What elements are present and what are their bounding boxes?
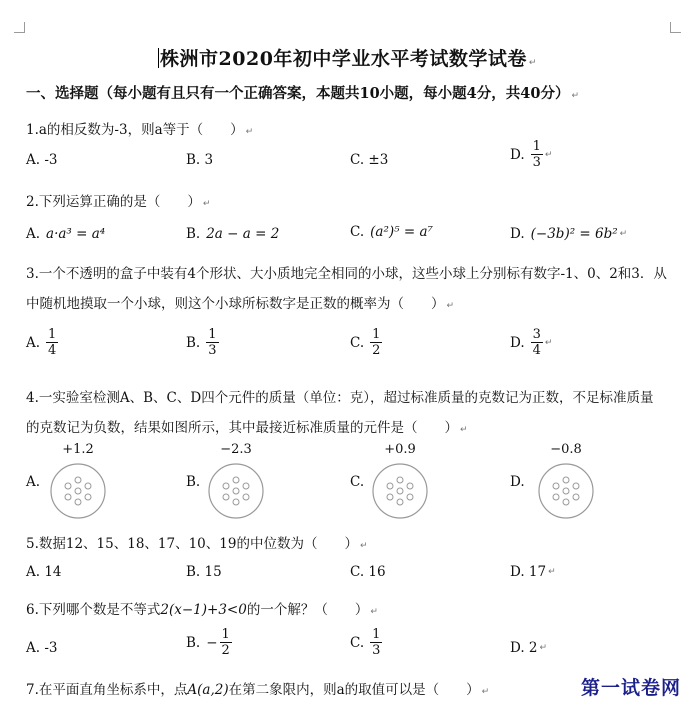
question-7: 7.在平面直角坐标系中，点A(a,2)在第二象限内，则a的取值可以是（ ） ↵ bbox=[26, 682, 490, 698]
q5-option-b: B. 15 bbox=[186, 564, 222, 580]
q1-option-c: C. ±3 bbox=[350, 152, 389, 168]
component-c-icon bbox=[370, 460, 430, 522]
q3-option-b: B. $\frac{1}{3}$ bbox=[186, 327, 217, 358]
paragraph-mark-icon: ↵ bbox=[571, 91, 579, 101]
fraction: $\frac{1}{2}$ bbox=[372, 327, 381, 358]
page-title[interactable]: 株洲市2020年初中学业水平考试数学试卷 ↵ bbox=[160, 48, 537, 70]
question-3-line-1: 3.一个不透明的盒子中装有4个形状、大小质地完全相同的小球，这些小球上分别标有数字-1、0、2和3．从 bbox=[26, 266, 667, 282]
paragraph-mark-icon: ↵ bbox=[202, 199, 211, 209]
component-a-icon bbox=[48, 460, 108, 522]
q4-option-a-label: A. bbox=[26, 474, 41, 490]
paragraph-mark-icon: ↵ bbox=[446, 301, 455, 311]
paragraph-mark-icon: ↵ bbox=[370, 607, 378, 617]
question-2: 2.下列运算正确的是（ ） ↵ bbox=[26, 194, 211, 210]
q6-option-a: A. -3 bbox=[26, 640, 58, 656]
q3-option-d: D. $\frac{3}{4}$ ↵ bbox=[510, 327, 553, 358]
q2-option-a: A. a·a³ = a⁴ bbox=[26, 226, 106, 242]
fraction: $\frac{1}{3}$ bbox=[372, 627, 381, 658]
question-4-line-1: 4.一实验室检测A、B、C、D四个元件的质量（单位：克），超过标准质量的克数记为正数，不足标准质量 bbox=[26, 390, 654, 406]
q5-option-d: D. 17 ↵ bbox=[510, 564, 556, 580]
margin-corner-right bbox=[670, 22, 681, 33]
text-cursor bbox=[158, 48, 159, 68]
fraction: $\frac{1}{4}$ bbox=[48, 327, 57, 358]
question-5: 5.数据12、15、18、17、10、19的中位数为（ ） ↵ bbox=[26, 536, 368, 552]
component-d-value: −0.8 bbox=[550, 442, 582, 457]
q1-option-a: A. -3 bbox=[26, 152, 58, 168]
fraction: $\frac{1}{2}$ bbox=[221, 627, 230, 658]
q5-option-a: A. 14 bbox=[26, 564, 62, 580]
q2-option-c: C. (a²)⁵ = a⁷ bbox=[350, 224, 433, 240]
margin-corner-left bbox=[14, 22, 25, 33]
q1-option-d: D. $\frac{1}{3}$ ↵ bbox=[510, 139, 553, 170]
paragraph-mark-icon: ↵ bbox=[481, 687, 490, 697]
component-a bbox=[46, 442, 106, 522]
component-b bbox=[204, 442, 264, 522]
question-1: 1.a的相反数为-3，则a等于（ ） ↵ bbox=[26, 122, 254, 138]
fraction: $\frac{1}{3}$ bbox=[532, 139, 541, 170]
q3-option-a: A. $\frac{1}{4}$ bbox=[26, 327, 57, 358]
question-3-line-2: 中随机地摸取一个小球，则这个小球所标数字是正数的概率为（ ） ↵ bbox=[26, 296, 455, 312]
q5-option-c: C. 16 bbox=[350, 564, 386, 580]
q6-option-c: C. $\frac{1}{3}$ bbox=[350, 627, 381, 658]
component-d bbox=[534, 442, 594, 522]
question-6: 6.下列哪个数是不等式2(x−1)+3<0的一个解？（ ） ↵ bbox=[26, 602, 378, 618]
component-c-value: +0.9 bbox=[384, 442, 416, 457]
paragraph-mark-icon: ↵ bbox=[460, 425, 468, 435]
question-4-line-2: 的克数记为负数，结果如图所示，其中最接近标准质量的元件是（ ） ↵ bbox=[26, 420, 468, 436]
paragraph-mark-icon: ↵ bbox=[245, 127, 254, 137]
q4-option-c-label: C. bbox=[350, 474, 365, 490]
fraction: $\frac{3}{4}$ bbox=[532, 327, 541, 358]
component-b-icon bbox=[206, 460, 266, 522]
component-b-value: −2.3 bbox=[220, 442, 252, 457]
q1-option-b: B. 3 bbox=[186, 152, 214, 168]
section-heading: 一、选择题（每小题有且只有一个正确答案，本题共10小题，每小题4分，共40分） ↵ bbox=[26, 85, 579, 102]
site-watermark: 第一试卷网 bbox=[580, 677, 681, 699]
q6-option-d: D. 2 ↵ bbox=[510, 640, 548, 656]
component-c bbox=[368, 442, 428, 522]
q3-option-c: C. $\frac{1}{2}$ bbox=[350, 327, 381, 358]
q2-option-d: D. (−3b)² = 6b² ↵ bbox=[510, 226, 628, 242]
paragraph-mark-icon: ↵ bbox=[528, 58, 537, 68]
q4-option-d-label: D. bbox=[510, 474, 525, 490]
q6-option-b: B. − $\frac{1}{2}$ bbox=[186, 627, 230, 658]
component-a-value: +1.2 bbox=[62, 442, 94, 457]
component-d-icon bbox=[536, 460, 596, 522]
fraction: $\frac{1}{3}$ bbox=[208, 327, 217, 358]
q4-option-b-label: B. bbox=[186, 474, 201, 490]
q2-option-b: B. 2a − a = 2 bbox=[186, 226, 280, 242]
paragraph-mark-icon: ↵ bbox=[359, 541, 368, 551]
